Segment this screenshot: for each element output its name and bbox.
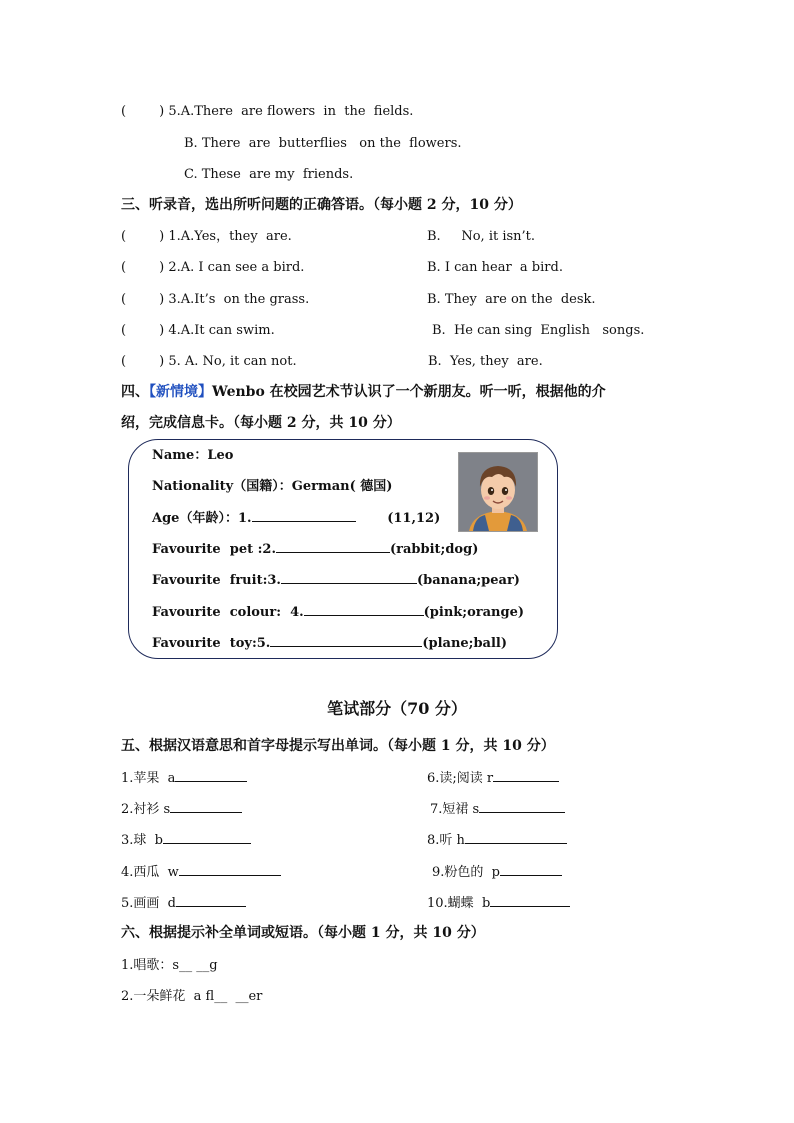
item-6-blank[interactable] (493, 769, 559, 782)
boy-avatar-image (458, 452, 538, 532)
section-4-heading-line2: 绍，完成信息卡。（每小题 2 分，共 10 分） (121, 415, 401, 431)
card-nationality: Nationality（国籍）：German( 德国) (152, 479, 393, 494)
section-3-q3-a: ( ) 3.A.It’s on the grass. (121, 292, 310, 307)
card-colour-label: Favourite colour: 4. (152, 605, 304, 620)
section-3-heading: 三、听录音，选出所听问题的正确答语。（每小题 2 分，10 分） (121, 197, 522, 213)
age-answer-blank[interactable] (252, 509, 356, 522)
fruit-answer-blank[interactable] (281, 571, 417, 584)
item-5-hint: 5.画画 d (121, 896, 176, 911)
section-5-item-7 (430, 800, 565, 819)
card-age-options: (11,12) (387, 511, 441, 526)
new-situation-tag: 【新情境】 (149, 384, 212, 400)
section-3-q1-b: B. No, it isn’t. (427, 229, 536, 244)
section-5-item-1 (121, 769, 247, 788)
item-9-blank[interactable] (500, 863, 562, 876)
question-5-option-a: ( ) 5.A.There are flowers in the fields. (121, 104, 414, 119)
card-toy-options: (plane;ball) (422, 636, 508, 651)
item-8-hint: 8.听 h (427, 833, 465, 848)
section-5-item-10 (427, 894, 570, 913)
section-6-item-2: 2.一朵鲜花 a fl__ __er (121, 989, 263, 1004)
section-5-item-2 (121, 800, 242, 819)
colour-answer-blank[interactable] (304, 603, 424, 616)
card-toy (152, 634, 507, 653)
item-3-hint: 3.球 b (121, 833, 163, 848)
item-7-hint: 7.短裙 s (430, 802, 480, 817)
card-fruit (152, 571, 520, 590)
section-3-q1-a: ( ) 1.A.Yes，they are. (121, 229, 292, 244)
item-2-hint: 2.衬衫 s (121, 802, 171, 817)
card-fruit-options: (banana;pear) (416, 573, 520, 588)
card-pet (152, 540, 478, 559)
item-7-blank[interactable] (479, 800, 565, 813)
card-name: Name：Leo (152, 448, 234, 463)
item-4-blank[interactable] (179, 863, 281, 876)
section-3-q3-b: B. They are on the desk. (427, 292, 596, 307)
item-3-blank[interactable] (163, 831, 251, 844)
section-4-heading-text: Wenbo 在校园艺术节认识了一个新朋友。听一听，根据他的介 (212, 384, 606, 400)
section-4-heading (121, 383, 606, 401)
item-9-hint: 9.粉色的 p (432, 865, 500, 880)
item-6-hint: 6.读;阅读 r (427, 771, 494, 786)
section-3-q5-b: B. Yes, they are. (428, 354, 543, 369)
item-10-blank[interactable] (490, 894, 570, 907)
card-fruit-label: Favourite fruit:3. (152, 573, 281, 588)
card-pet-label: Favourite pet :2. (152, 542, 276, 557)
section-5-item-9 (432, 863, 562, 882)
section-3-q4-a: ( ) 4.A.It can swim. (121, 323, 275, 338)
section-5-item-3 (121, 831, 251, 850)
card-age-label: Age（年龄）：1. (152, 511, 252, 526)
section-6-heading: 六、根据提示补全单词或短语。（每小题 1 分，共 10 分） (121, 925, 485, 941)
card-colour (152, 603, 524, 622)
card-pet-options: (rabbit;dog) (390, 542, 479, 557)
item-5-blank[interactable] (176, 894, 246, 907)
question-5-option-b: B. There are butterflies on the flowers. (184, 136, 462, 151)
section-3-q5-a: ( ) 5. A. No, it can not. (121, 354, 297, 369)
section-3-q4-b: B. He can sing English songs. (432, 323, 645, 338)
pet-answer-blank[interactable] (276, 540, 390, 553)
section-5-heading: 五、根据汉语意思和首字母提示写出单词。（每小题 1 分，共 10 分） (121, 738, 555, 754)
item-1-blank[interactable] (175, 769, 247, 782)
item-4-hint: 4.西瓜 w (121, 865, 179, 880)
section-5-item-6 (427, 769, 559, 788)
section-4-number: 四、 (121, 384, 149, 400)
section-3-q2-a: ( ) 2.A. I can see a bird. (121, 260, 305, 275)
item-10-hint: 10.蝴蝶 b (427, 896, 491, 911)
card-toy-label: Favourite toy:5. (152, 636, 271, 651)
item-1-hint: 1.苹果 a (121, 771, 176, 786)
item-2-blank[interactable] (170, 800, 242, 813)
section-5-item-4 (121, 863, 281, 882)
section-3-q2-b: B. I can hear a bird. (427, 260, 563, 275)
card-colour-options: (pink;orange) (423, 605, 524, 620)
section-5-item-5 (121, 894, 246, 913)
item-8-blank[interactable] (465, 831, 567, 844)
section-5-item-8 (427, 831, 567, 850)
section-6-item-1: 1.唱歌：s__ __g (121, 958, 218, 973)
question-5-option-c: C. These are my friends. (184, 167, 354, 182)
written-part-title: 笔试部分（70 分） (327, 699, 467, 718)
toy-answer-blank[interactable] (270, 634, 422, 647)
card-age (152, 509, 440, 528)
